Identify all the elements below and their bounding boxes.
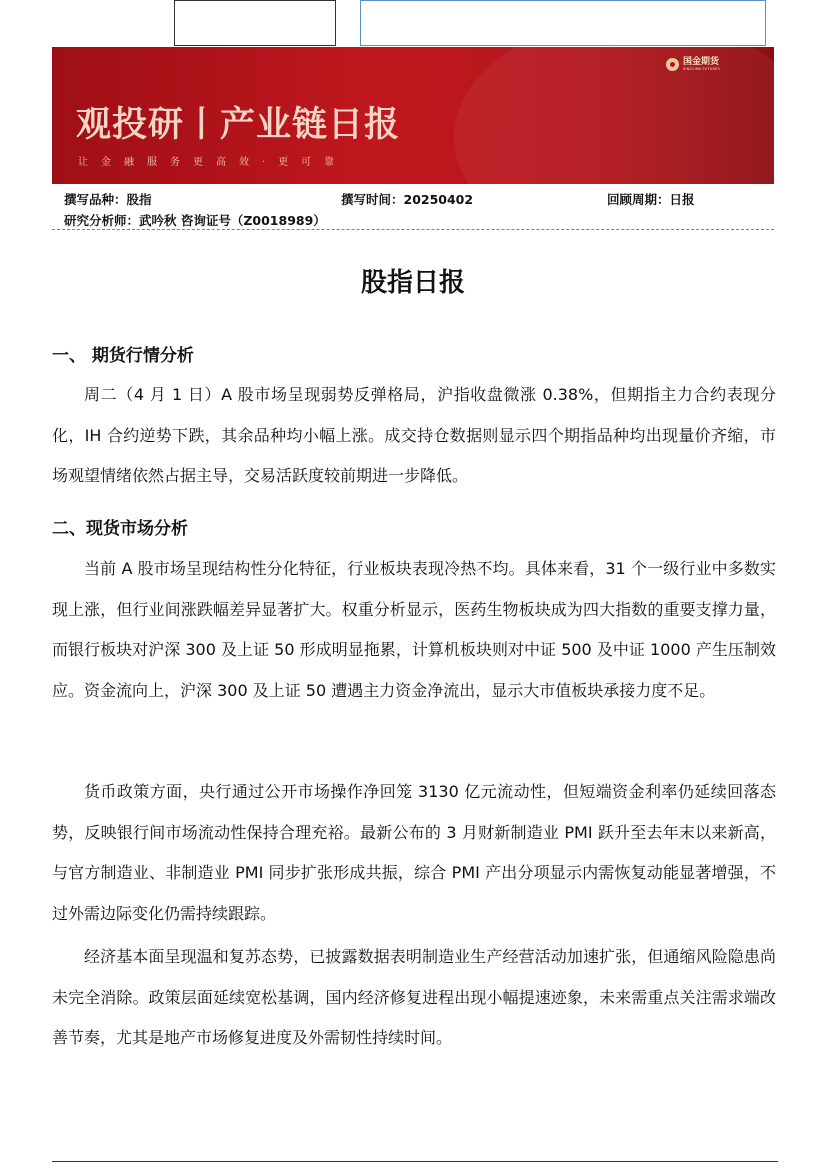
paragraph-spot-2: 货币政策方面，央行通过公开市场操作净回笼 3130 亿元流动性，但短端资金利率仍延续回落态势，反映银行间市场流动性保持合理充裕。最新公布的 3 月财新制造业 PMI 跃升至去年末以来新高，与官方制造业、非制造业 PMI 同步扩张形成共振，综合 PMI 产出分项显示内需恢复动能显著增强，不过外需边际变化仍需持续跟踪。 [52, 782, 776, 923]
paragraph-spot-1: 当前 A 股市场呈现结构性分化特征，行业板块表现冷热不均。具体来看，31 个一级行业中多数实现上涨，但行业间涨跌幅差异显著扩大。权重分析显示，医药生物板块成为四大指数的重要支撑力量，而银行板块对沪深 300 及上证 50 形成明显拖累，计算机板块则对中证 500 及中证 1000 产生压制效应。资金流向上，沪深 300 及上证 50 遭遇主力资金净流出，显示大市值板块承接力度不足。 [52, 559, 776, 700]
section-heading-futures: 一、 期货行情分析 [52, 346, 194, 366]
header-box-right [360, 0, 766, 46]
footer-divider [52, 1161, 778, 1162]
section-heading-spot: 二、现货市场分析 [52, 519, 188, 539]
banner-title: 观投研丨产业链日报 [76, 105, 401, 145]
banner-slogan: 让金融服务更高效·更可靠 [78, 157, 348, 168]
meta-analyst: 研究分析师：武吟秋 咨询证号（Z0018989） [64, 213, 326, 228]
banner-decoration [454, 47, 774, 184]
brand-logo [666, 57, 720, 72]
meta-variety: 撰写品种：股指 [64, 192, 152, 207]
paragraph-futures: 周二（4 月 1 日）A 股市场呈现弱势反弹格局，沪指收盘微涨 0.38%，但期指主力合约表现分化，IH 合约逆势下跌，其余品种均小幅上涨。成交持仓数据则显示四个期指品种均出现量价齐缩，市场观望情绪依然占据主导，交易活跃度较前期进一步降低。 [52, 385, 776, 486]
header-box-left [174, 0, 336, 46]
brand-name: 国金期货 [683, 57, 720, 67]
brand-subtitle: SINOLINK FUTURES [683, 67, 720, 71]
header-divider [52, 229, 774, 230]
meta-period: 回顾周期：日报 [607, 192, 695, 207]
report-banner [52, 47, 774, 184]
brand-icon [666, 58, 679, 71]
meta-time: 撰写时间：20250402 [341, 192, 474, 207]
paragraph-spot-3: 经济基本面呈现温和复苏态势，已披露数据表明制造业生产经营活动加速扩张，但通缩风险隐患尚未完全消除。政策层面延续宽松基调，国内经济修复进程出现小幅提速迹象，未来需重点关注需求端改善节奏，尤其是地产市场修复进度及外需韧性持续时间。 [52, 947, 776, 1048]
document-title: 股指日报 [360, 268, 465, 298]
